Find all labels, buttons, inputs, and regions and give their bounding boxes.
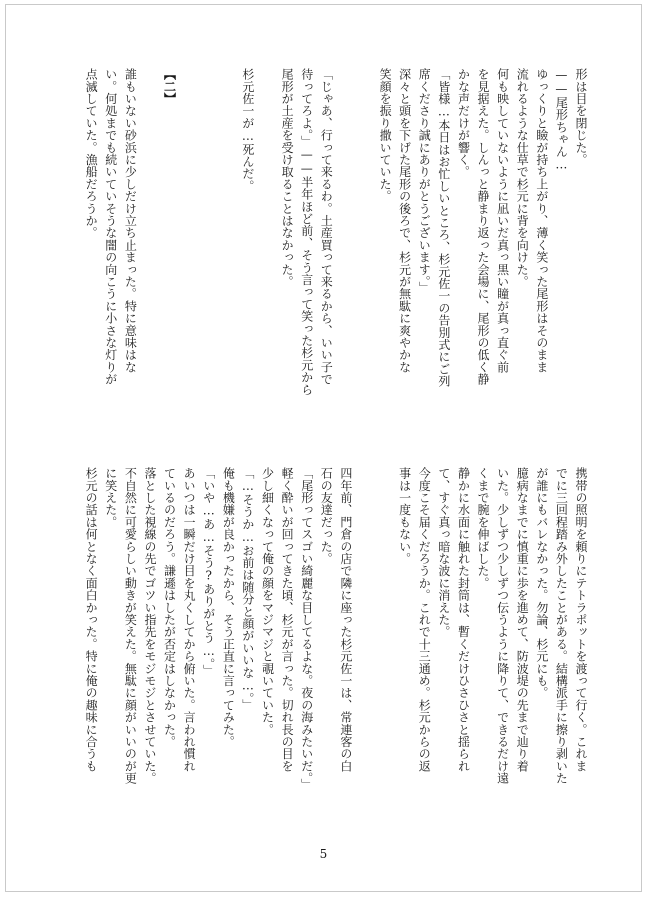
text-line: 臆病なまでに慎重に歩を進めて、防波堤の先まで辿り着	[515, 467, 530, 772]
text-line: あいつは一瞬だけ目を丸くしてから俯いた。言われ慣れ	[182, 467, 197, 772]
text-line: 「じゃあ、行って来るわ。土産買って来るから、いい子で	[319, 68, 334, 386]
blank-line	[218, 68, 238, 444]
text-line: かな声だけが響く。	[456, 68, 471, 178]
text-line: 杉元の話は何となく面白かった。特に俺の趣味に合うも	[84, 467, 99, 772]
blank-line	[179, 68, 199, 444]
text-line: 携帯の照明を頼りにテトラポットを渡って行く。これま	[574, 467, 588, 772]
blank-line	[355, 68, 375, 444]
blank-line	[355, 467, 375, 843]
text-line: 不自然に可愛らしい動きが笑えた。無駄に顔がいいのが更	[123, 467, 138, 785]
upper-text-block	[84, 68, 590, 444]
text-line: 石の友達だった。	[319, 467, 334, 565]
book-page	[5, 4, 642, 892]
text-line: 少し細くなって俺の顔をマジマジと覗いていた。	[260, 467, 275, 736]
text-line: 点滅していた。漁船だろうか。	[84, 68, 99, 239]
text-line: 「…そうか…お前は随分と顔がいいな…。」	[240, 467, 255, 711]
blank-line	[335, 68, 355, 444]
text-line: 今度こそ届くだろうか。これで十三通め。杉元からの返	[417, 467, 432, 772]
text-line: ゆっくりと瞼が持ち上がり、薄く笑った尾形はそのまま	[534, 68, 549, 373]
text-line: を見据えた。しんっと静まり返った会場に、尾形の低く静	[476, 68, 491, 386]
text-line: 形は目を閉じた。	[574, 68, 588, 166]
blank-line	[139, 68, 159, 444]
text-line: に笑えた。	[103, 467, 118, 528]
text-line: 深々と頭を下げた尾形の後ろで、杉元が無駄に爽やかな	[397, 68, 412, 373]
text-line: 「尾形ってスゴい綺麗な目してるよな。夜の海みたいだ。」	[299, 467, 314, 791]
text-line: い。何処までも続いていそうな闇の向こうに小さな灯りが	[103, 68, 118, 386]
text-line: 席くださり誠にありがとうございます。」	[417, 68, 432, 294]
text-line: 軽く酔いが回ってきた頃、杉元が言った。切れ長の目を	[280, 467, 295, 772]
section-heading: 【二】	[162, 68, 177, 105]
text-line: 尾形が土産を受け取ることはなかった。	[280, 68, 295, 288]
text-line: ているのだろう。謙遜はしたが否定はしなかった。	[162, 467, 177, 748]
text-line: 俺も機嫌が良かったから、そう正直に言ってみた。	[221, 467, 236, 748]
text-line: 事は一度もない。	[397, 467, 412, 565]
blank-line	[198, 68, 218, 444]
blank-line	[257, 68, 277, 444]
blank-line	[374, 467, 394, 843]
text-line: 流れるような仕草で杉元に背を向けた。	[515, 68, 530, 288]
page-number: 5	[319, 847, 328, 861]
text-line: 「皆様…本日はお忙しいところ、杉元佐一の告別式にご列	[436, 68, 451, 388]
text-line: いた。少しずつ少しずつ伝うように降りて、できるだけ遠	[495, 467, 510, 785]
text-line: が誰にもバレなかった。勿論、杉元にも。	[534, 467, 549, 699]
text-line: 待ってろよ。」——半年ほど前、そう言って笑った杉元から	[299, 68, 314, 396]
text-line: 笑顔を振り撒いていた。	[378, 68, 393, 203]
lower-text-block	[84, 467, 590, 843]
text-line: 落とした視線の先でゴツい指先をモジモジとさせていた。	[142, 467, 157, 785]
text-line: 静かに水面に触れた封筒は、暫くだけひさひさと揺られ	[456, 467, 471, 772]
text-line: 誰もいない砂浜に少しだけ立ち止まった。特に意味はな	[123, 68, 138, 373]
text-line: て、すぐ真っ暗な波に消えた。	[436, 467, 451, 638]
text-line: 四年前、門倉の店で隣に座った杉元佐一は、常連客の白	[338, 467, 353, 772]
text-line: 杉元佐一が…死んだ。	[240, 68, 255, 192]
text-line: でに三回程踏み外したことがある。結構派手に擦り剥いた	[554, 467, 569, 785]
text-line: 「いや…あ…そう?ありがとう…。」	[201, 467, 216, 677]
text-line: ——尾形ちゃん…	[554, 68, 569, 172]
text-line: 何も映していないように凪いだ真っ黒い瞳が真っ直ぐ前	[495, 68, 510, 373]
text-line: くまで腕を伸ばした。	[476, 467, 491, 589]
